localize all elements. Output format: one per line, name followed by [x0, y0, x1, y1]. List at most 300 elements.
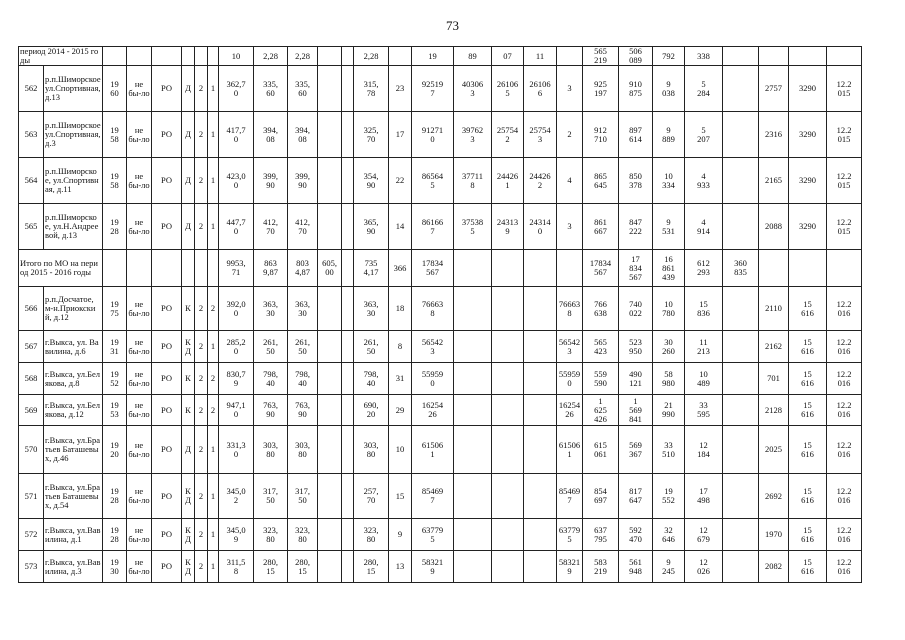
data-cell [557, 250, 583, 287]
data-cell: 15 616 [789, 519, 827, 551]
data-cell: 63779 5 [412, 519, 454, 551]
data-cell: не бы-ло [127, 158, 152, 204]
data-cell [492, 363, 524, 395]
data-cell [723, 287, 759, 331]
data-cell: 23 [389, 66, 412, 112]
data-cell: 261, 50 [354, 331, 389, 363]
data-cell: 325, 70 [354, 112, 389, 158]
data-cell: 12.2 015 [827, 112, 862, 158]
data-cell [492, 395, 524, 426]
data-cell [342, 519, 354, 551]
data-cell [524, 395, 557, 426]
address-cell: г.Выкса, ул.Белякова, д.8 [44, 363, 103, 395]
data-cell: 285,2 0 [219, 331, 254, 363]
data-cell: не бы-ло [127, 395, 152, 426]
data-cell: К [182, 395, 195, 426]
address-cell: г.Выкса, ул. Вавилина, д.6 [44, 331, 103, 363]
data-cell: 15 836 [685, 287, 723, 331]
data-cell: 33 595 [685, 395, 723, 426]
data-cell: 2025 [759, 426, 789, 474]
data-cell [723, 519, 759, 551]
data-cell: не бы-ло [127, 519, 152, 551]
data-cell [524, 331, 557, 363]
data-cell: 14 [389, 204, 412, 250]
data-cell: 910 875 [619, 66, 653, 112]
data-cell: 261, 50 [254, 331, 288, 363]
data-cell: 2,28 [254, 47, 288, 66]
data-cell [557, 47, 583, 66]
data-cell: 417,7 0 [219, 112, 254, 158]
data-cell: 58321 9 [557, 551, 583, 583]
data-cell: 56542 3 [412, 331, 454, 363]
data-cell: 412, 70 [288, 204, 318, 250]
data-cell [492, 331, 524, 363]
data-cell: РО [152, 395, 182, 426]
data-cell: не бы-ло [127, 474, 152, 519]
table-row [19, 551, 862, 583]
data-cell: К Д [182, 551, 195, 583]
data-cell: 12 679 [685, 519, 723, 551]
data-cell: 19 60 [103, 66, 127, 112]
data-cell: 2,28 [354, 47, 389, 66]
data-cell: 412, 70 [254, 204, 288, 250]
data-cell: К Д [182, 474, 195, 519]
data-cell: 323, 80 [254, 519, 288, 551]
data-cell [454, 363, 492, 395]
data-cell: 280, 15 [288, 551, 318, 583]
table-row [19, 426, 862, 474]
row-number-cell: 570 [19, 426, 44, 474]
data-cell: 850 378 [619, 158, 653, 204]
data-cell [454, 426, 492, 474]
data-cell: 58 980 [653, 363, 685, 395]
data-cell: 2 [208, 287, 219, 331]
data-cell: 9 [389, 519, 412, 551]
data-cell [318, 66, 342, 112]
data-cell: 569 367 [619, 426, 653, 474]
data-cell [723, 474, 759, 519]
data-cell: 40306 3 [454, 66, 492, 112]
data-cell [318, 426, 342, 474]
data-cell: 803 4,87 [288, 250, 318, 287]
data-cell: 24313 9 [492, 204, 524, 250]
data-cell: 3 [557, 66, 583, 112]
data-cell: РО [152, 204, 182, 250]
data-cell: 18 [389, 287, 412, 331]
data-cell: 55959 0 [557, 363, 583, 395]
data-cell [342, 426, 354, 474]
data-cell: 12.2 015 [827, 158, 862, 204]
data-cell: К Д [182, 331, 195, 363]
table-row [19, 395, 862, 426]
data-cell: 817 647 [619, 474, 653, 519]
data-cell [723, 426, 759, 474]
data-cell [127, 47, 152, 66]
row-number-cell: 565 [19, 204, 44, 250]
data-cell [318, 395, 342, 426]
data-cell: 847 222 [619, 204, 653, 250]
table-row [19, 331, 862, 363]
data-cell [342, 287, 354, 331]
data-cell [342, 66, 354, 112]
data-cell [723, 331, 759, 363]
data-cell [492, 519, 524, 551]
data-cell [208, 47, 219, 66]
housing-register-table [18, 46, 862, 583]
data-cell: 830,7 9 [219, 363, 254, 395]
data-cell [318, 331, 342, 363]
data-cell [454, 331, 492, 363]
data-cell: 2 [195, 551, 208, 583]
data-cell: 31 [389, 363, 412, 395]
data-cell [182, 47, 195, 66]
data-cell [103, 250, 127, 287]
data-cell: 10 780 [653, 287, 685, 331]
data-cell: 37538 5 [454, 204, 492, 250]
data-cell: РО [152, 287, 182, 331]
summary-row [19, 250, 862, 287]
data-cell: 12 026 [685, 551, 723, 583]
data-cell: Д [182, 66, 195, 112]
data-cell: 766 638 [583, 287, 619, 331]
data-cell [318, 112, 342, 158]
data-cell: 15 616 [789, 426, 827, 474]
data-cell [789, 47, 827, 66]
data-cell [342, 250, 354, 287]
data-cell: 15 616 [789, 551, 827, 583]
data-cell: 17 498 [685, 474, 723, 519]
data-cell: 91271 0 [412, 112, 454, 158]
data-cell: 399, 90 [288, 158, 318, 204]
data-cell [524, 551, 557, 583]
data-cell: 4 914 [685, 204, 723, 250]
data-cell [789, 250, 827, 287]
data-cell: 19 58 [103, 158, 127, 204]
data-cell [182, 250, 195, 287]
data-cell: 763, 90 [288, 395, 318, 426]
data-cell: 56542 3 [557, 331, 583, 363]
data-cell: К [182, 363, 195, 395]
data-cell: 86564 5 [412, 158, 454, 204]
table-row [19, 519, 862, 551]
data-cell [342, 47, 354, 66]
data-cell: 26106 6 [524, 66, 557, 112]
address-cell: г.Выкса, ул.Вавилина, д.1 [44, 519, 103, 551]
data-cell: 2 [208, 395, 219, 426]
data-cell [342, 112, 354, 158]
data-cell: 19 20 [103, 426, 127, 474]
data-cell: 1 [208, 331, 219, 363]
data-cell [195, 47, 208, 66]
data-cell [723, 395, 759, 426]
data-cell: 1 [208, 519, 219, 551]
data-cell: РО [152, 66, 182, 112]
data-cell: 19 31 [103, 331, 127, 363]
table-body [19, 47, 862, 583]
data-cell: 9953, 71 [219, 250, 254, 287]
address-cell: р.п.Шиморское ул.Спортивная, д.13 [44, 66, 103, 112]
data-cell: 86166 7 [412, 204, 454, 250]
data-cell: не бы-ло [127, 363, 152, 395]
data-cell: 565 219 [583, 47, 619, 66]
summary-label: период 2014 - 2015 годы [19, 47, 103, 66]
data-cell: 15 616 [789, 363, 827, 395]
data-cell: 13 [389, 551, 412, 583]
data-cell: 365, 90 [354, 204, 389, 250]
address-cell: г.Выкса, ул.Братьев Баташевых, д.46 [44, 426, 103, 474]
data-cell: 2 [208, 363, 219, 395]
data-cell: 897 614 [619, 112, 653, 158]
data-cell: Д [182, 158, 195, 204]
data-cell: 58321 9 [412, 551, 454, 583]
data-cell [318, 287, 342, 331]
data-cell [759, 47, 789, 66]
data-cell [342, 363, 354, 395]
data-cell: 17 [389, 112, 412, 158]
data-cell: 612 293 [685, 250, 723, 287]
data-cell: 12.2 015 [827, 66, 862, 112]
data-cell: 2 [195, 426, 208, 474]
data-cell [524, 426, 557, 474]
address-cell: г.Выкса, ул.Белякова, д.12 [44, 395, 103, 426]
data-cell: 345,0 9 [219, 519, 254, 551]
data-cell: 2082 [759, 551, 789, 583]
data-cell: 15 616 [789, 474, 827, 519]
data-cell: 792 [653, 47, 685, 66]
data-cell: 362,7 0 [219, 66, 254, 112]
data-cell [524, 250, 557, 287]
data-cell: К [182, 287, 195, 331]
data-cell: 354, 90 [354, 158, 389, 204]
data-cell [318, 363, 342, 395]
data-cell: 32 646 [653, 519, 685, 551]
data-cell [492, 250, 524, 287]
data-cell: 335, 60 [254, 66, 288, 112]
data-cell: 3290 [789, 112, 827, 158]
data-cell: 366 [389, 250, 412, 287]
data-cell: 5 207 [685, 112, 723, 158]
data-cell: 1 569 841 [619, 395, 653, 426]
data-cell: 11 213 [685, 331, 723, 363]
data-cell: 615 061 [583, 426, 619, 474]
data-cell: 25754 2 [492, 112, 524, 158]
data-cell [318, 551, 342, 583]
data-cell: 22 [389, 158, 412, 204]
data-cell: 3 [557, 204, 583, 250]
data-cell: 2162 [759, 331, 789, 363]
row-number-cell: 569 [19, 395, 44, 426]
table-row [19, 474, 862, 519]
data-cell: 399, 90 [254, 158, 288, 204]
data-cell: 61506 1 [557, 426, 583, 474]
data-cell: 19 58 [103, 112, 127, 158]
data-cell: 360 835 [723, 250, 759, 287]
data-cell [208, 250, 219, 287]
data-cell: 3290 [789, 204, 827, 250]
data-cell [723, 112, 759, 158]
data-cell: 24426 2 [524, 158, 557, 204]
data-cell: РО [152, 331, 182, 363]
data-cell: 303, 80 [254, 426, 288, 474]
data-cell: 29 [389, 395, 412, 426]
address-cell: р.п.Шиморское, ул.Н.Андреевой, д.13 [44, 204, 103, 250]
data-cell [103, 47, 127, 66]
data-cell: 12.2 016 [827, 426, 862, 474]
data-cell: 394, 08 [254, 112, 288, 158]
data-cell: 854 697 [583, 474, 619, 519]
data-cell: 2 [195, 204, 208, 250]
data-cell: 4 [557, 158, 583, 204]
data-cell: 798, 40 [354, 363, 389, 395]
data-cell: К Д [182, 519, 195, 551]
data-cell: 9 245 [653, 551, 685, 583]
data-cell: 798, 40 [288, 363, 318, 395]
data-cell [454, 519, 492, 551]
data-cell: РО [152, 551, 182, 583]
data-cell [524, 363, 557, 395]
data-cell: 19 28 [103, 474, 127, 519]
data-cell: 12.2 016 [827, 363, 862, 395]
table-row [19, 204, 862, 250]
data-cell: 16 861 439 [653, 250, 685, 287]
data-cell: 76663 8 [557, 287, 583, 331]
data-cell: 561 948 [619, 551, 653, 583]
data-cell: 17834 567 [412, 250, 454, 287]
table-row [19, 287, 862, 331]
data-cell: РО [152, 426, 182, 474]
data-cell: 338 [685, 47, 723, 66]
data-cell: 947,1 0 [219, 395, 254, 426]
data-cell: 24426 1 [492, 158, 524, 204]
data-cell: 15 616 [789, 331, 827, 363]
summary-row [19, 47, 862, 66]
data-cell: 89 [454, 47, 492, 66]
data-cell: Д [182, 112, 195, 158]
data-cell: 9 038 [653, 66, 685, 112]
data-cell: 2757 [759, 66, 789, 112]
address-cell: г.Выкса, ул.Вавилина, д.3 [44, 551, 103, 583]
data-cell: не бы-ло [127, 204, 152, 250]
data-cell: 690, 20 [354, 395, 389, 426]
data-cell: 565 423 [583, 331, 619, 363]
data-cell: 11 [524, 47, 557, 66]
data-cell: не бы-ло [127, 112, 152, 158]
data-cell: 85469 7 [412, 474, 454, 519]
data-cell [152, 250, 182, 287]
data-cell [454, 287, 492, 331]
data-cell: РО [152, 474, 182, 519]
data-cell: 345,0 2 [219, 474, 254, 519]
data-cell: 335, 60 [288, 66, 318, 112]
data-cell: 863 9,87 [254, 250, 288, 287]
data-cell: 19 52 [103, 363, 127, 395]
data-cell: 925 197 [583, 66, 619, 112]
data-cell: 423,0 0 [219, 158, 254, 204]
data-cell: 317, 50 [254, 474, 288, 519]
data-cell [389, 47, 412, 66]
data-cell: 19 552 [653, 474, 685, 519]
data-cell: 10 [389, 426, 412, 474]
data-cell [454, 474, 492, 519]
data-cell: 523 950 [619, 331, 653, 363]
data-cell: 592 470 [619, 519, 653, 551]
data-cell: 2165 [759, 158, 789, 204]
data-cell: РО [152, 519, 182, 551]
data-cell: 63779 5 [557, 519, 583, 551]
data-cell: 1 [208, 112, 219, 158]
data-cell: 363, 30 [254, 287, 288, 331]
data-cell: 12.2 016 [827, 474, 862, 519]
data-cell: 315, 78 [354, 66, 389, 112]
data-cell: 24314 0 [524, 204, 557, 250]
address-cell: г.Выкса, ул.Братьев Баташевых, д.54 [44, 474, 103, 519]
data-cell: Д [182, 204, 195, 250]
data-cell [723, 204, 759, 250]
data-cell: 605, 00 [318, 250, 342, 287]
data-cell [827, 250, 862, 287]
data-cell [454, 250, 492, 287]
data-cell: 323, 80 [288, 519, 318, 551]
data-cell: 1 [208, 474, 219, 519]
data-cell [723, 158, 759, 204]
data-cell [454, 395, 492, 426]
data-cell: 331,3 0 [219, 426, 254, 474]
data-cell: 280, 15 [254, 551, 288, 583]
data-cell: 2692 [759, 474, 789, 519]
data-cell: 19 28 [103, 519, 127, 551]
page-number: 73 [446, 18, 459, 33]
data-cell: 5 284 [685, 66, 723, 112]
data-cell: 19 [412, 47, 454, 66]
row-number-cell: 566 [19, 287, 44, 331]
data-cell: 2088 [759, 204, 789, 250]
data-cell: 280, 15 [354, 551, 389, 583]
data-cell: 363, 30 [354, 287, 389, 331]
data-cell: 3290 [789, 158, 827, 204]
data-cell: 1 [208, 66, 219, 112]
data-cell: 19 30 [103, 551, 127, 583]
data-cell: 559 590 [583, 363, 619, 395]
data-cell: 19 75 [103, 287, 127, 331]
data-cell: 15 [389, 474, 412, 519]
data-cell: 19 28 [103, 204, 127, 250]
data-cell: 26106 5 [492, 66, 524, 112]
data-cell: не бы-ло [127, 287, 152, 331]
data-cell: 394, 08 [288, 112, 318, 158]
data-cell: 637 795 [583, 519, 619, 551]
data-cell: 10 489 [685, 363, 723, 395]
data-cell [723, 66, 759, 112]
data-cell: 92519 7 [412, 66, 454, 112]
data-cell: 12.2 016 [827, 331, 862, 363]
data-cell [723, 551, 759, 583]
data-cell: 303, 80 [288, 426, 318, 474]
data-cell: 2 [195, 158, 208, 204]
data-cell [759, 250, 789, 287]
data-cell: не бы-ло [127, 331, 152, 363]
data-cell: 07 [492, 47, 524, 66]
data-cell: 17 834 567 [619, 250, 653, 287]
data-cell: 2 [195, 112, 208, 158]
data-cell: 363, 30 [288, 287, 318, 331]
data-cell [827, 47, 862, 66]
data-cell: 1 625 426 [583, 395, 619, 426]
data-cell: РО [152, 363, 182, 395]
data-cell: 865 645 [583, 158, 619, 204]
data-cell [342, 551, 354, 583]
data-cell: 311,5 8 [219, 551, 254, 583]
data-cell: 861 667 [583, 204, 619, 250]
